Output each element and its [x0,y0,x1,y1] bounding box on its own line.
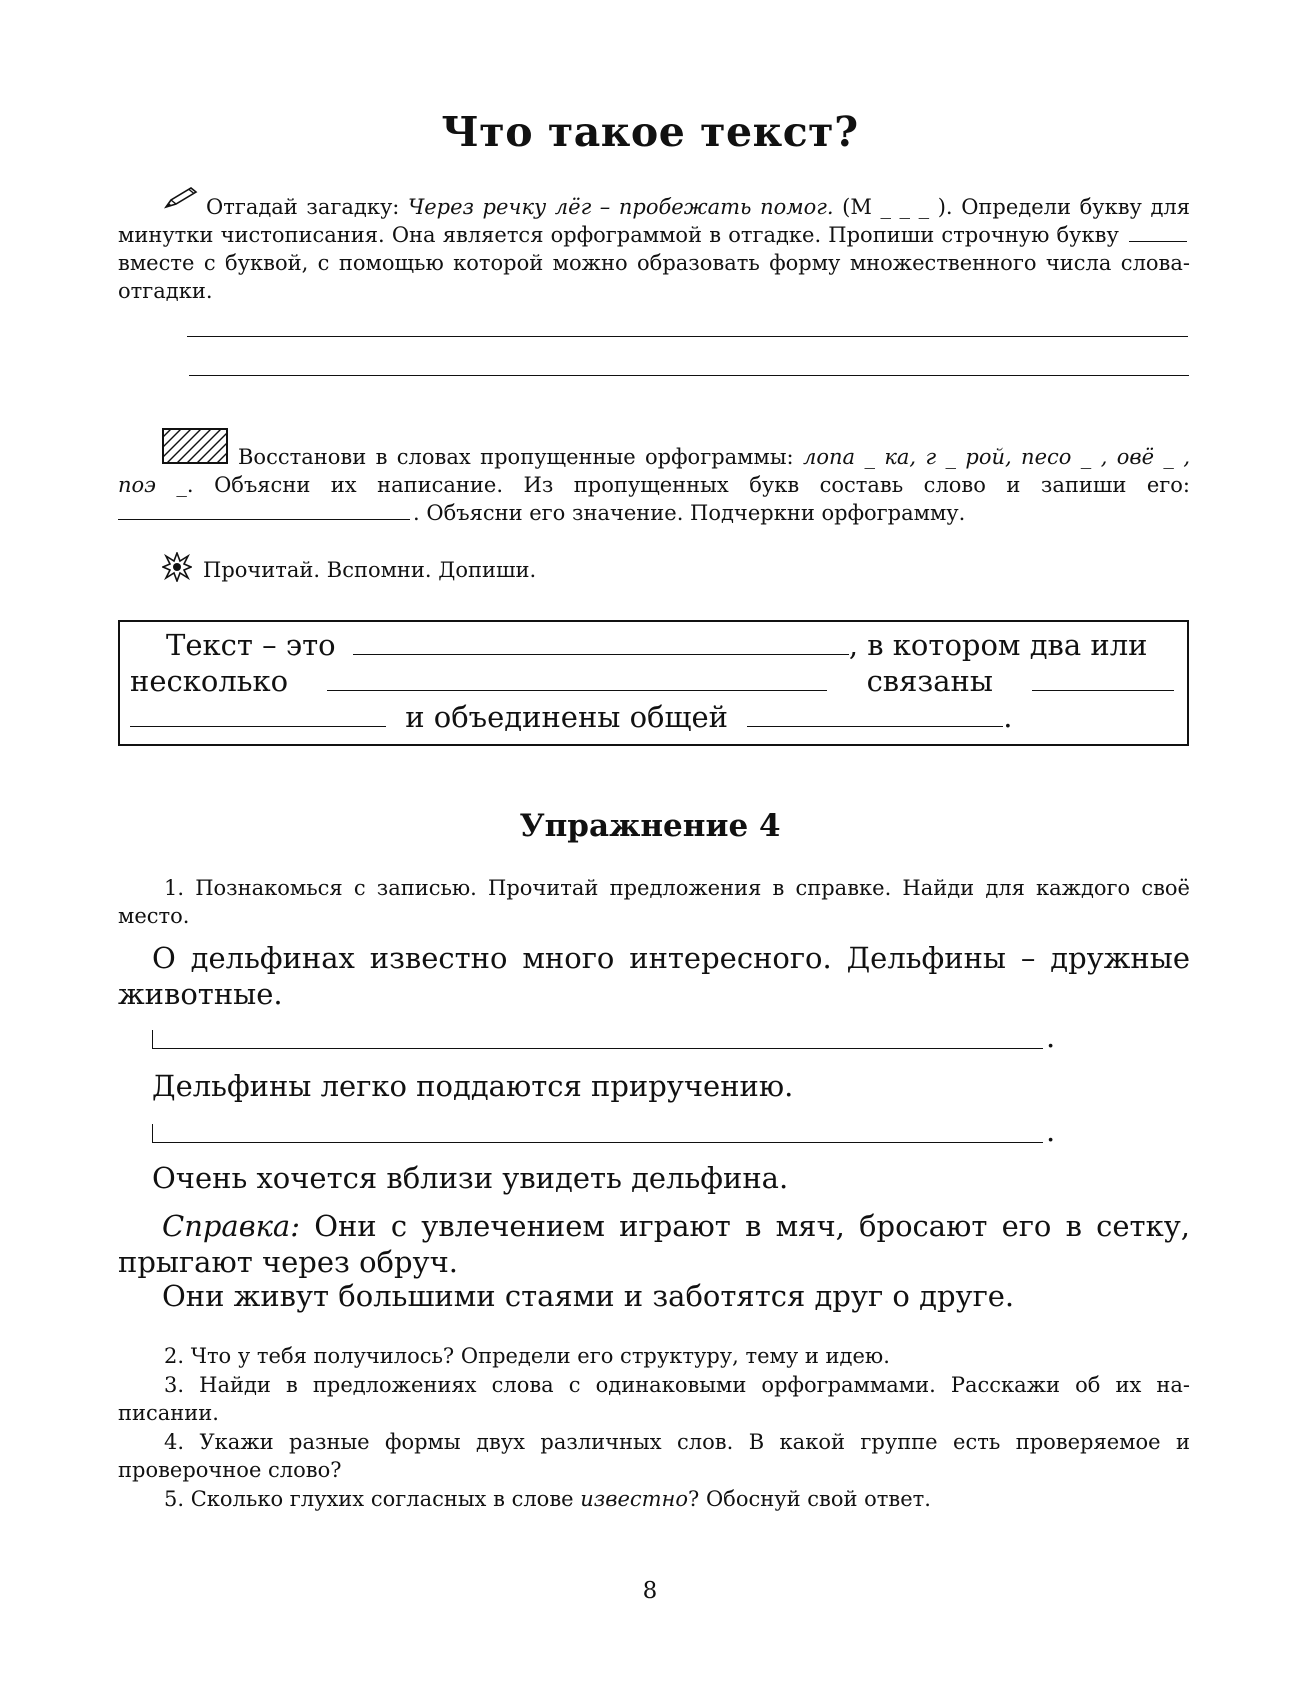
question-5 [118,1485,1190,1513]
definition-row-2 [130,664,1177,698]
letter-blank[interactable] [1129,240,1187,242]
exercise-instruction: 1. Познакомься с записью. Прочитай предложения в справке. Найди для каждого своё место. [118,876,1190,928]
definition-row-3 [130,700,1012,734]
question-3: 3. Найди в предложениях слова с одинаковыми орфограммами. Расскажи об их написании. [118,1373,1190,1425]
answer-line-1[interactable] [152,1030,1043,1049]
question-2: 2. Что у тебя получилось? Определи его структуру, тему и идею. [164,1344,890,1368]
sentence-1: О дельфинах известно много интересного. Дельфины – дружные животные. [118,941,1190,1011]
task2-part2: . Объясни их написание. Из пропущенных букв составь слово и запиши его: [186,473,1190,497]
page-number: 8 [642,1578,658,1604]
task1-part2: (М _ _ _ ). Определи букву для минутки чистописания. Она является орфограммой в отгадке. Пропиши строчную букву [118,195,1190,247]
answer-line-1-dot: . [1046,1020,1056,1054]
question-5-part2: ? Обоснуй свой ответ. [688,1487,931,1511]
definition-blank-4[interactable] [130,725,386,727]
answer-line-2[interactable] [152,1124,1043,1143]
task2-text [118,443,1190,527]
task2-part3: . Объясни его значение. Подчеркни орфограмму. [413,501,966,525]
task1-text [118,193,1190,305]
exercise-title: Упражнение 4 [519,808,781,844]
reference-1 [118,1208,1190,1280]
writing-line-1[interactable] [187,336,1188,337]
missing-words: лопа _ ка, г _ рой, песо _ , овё _ , поэ _ [118,445,1191,497]
definition-blank-3[interactable] [1032,689,1174,691]
question-4: 4. Укажи разные формы двух различных слов. В какой группе есть проверяемое и проверочное слово? [118,1430,1190,1482]
reference-text-1: Они с увлечением играют в мяч, бросают его в сетку, прыгают через обруч. [118,1209,1190,1279]
reference-2: Они живут большими стаями и заботятся друг о друге. [162,1279,1015,1313]
definition-part3: несколько [130,664,289,698]
definition-blank-2[interactable] [327,689,827,691]
star-burst-icon [162,552,192,582]
writing-line-2[interactable] [189,375,1189,376]
question-5-part1: 5. Сколько глухих согласных в слове [164,1487,581,1511]
task1-part1: Отгадай загадку: [206,195,408,219]
definition-part6: . [1003,700,1013,734]
word-blank[interactable] [118,518,410,520]
riddle-text: Через речку лёг – пробежать помог. [407,195,834,219]
page-title: Что такое текст? [441,108,859,156]
definition-part4: связаны [866,664,993,698]
definition-box [118,620,1189,746]
definition-part2: , в котором два или [848,628,1148,662]
definition-part5: и объединены общей [405,700,728,734]
reference-label: Справка: [162,1209,300,1243]
task3-text: Прочитай. Вспомни. Допиши. [203,558,537,582]
task2-part1: Восстанови в словах пропущенные орфограммы: [238,445,804,469]
sentence-3: Очень хочется вблизи увидеть дельфина. [152,1161,789,1195]
definition-part1: Текст – это [166,628,336,662]
question-5-word: известно [580,1487,689,1511]
definition-blank-5[interactable] [747,725,1003,727]
definition-blank-1[interactable] [353,653,849,655]
sentence-2: Дельфины легко поддаются приручению. [152,1069,794,1103]
answer-line-2-dot: . [1046,1114,1056,1148]
definition-row-1 [166,628,1147,662]
task1-part3: вместе с буквой, с помощью которой можно образовать форму множественного числа слова-отгадки. [118,251,1190,303]
